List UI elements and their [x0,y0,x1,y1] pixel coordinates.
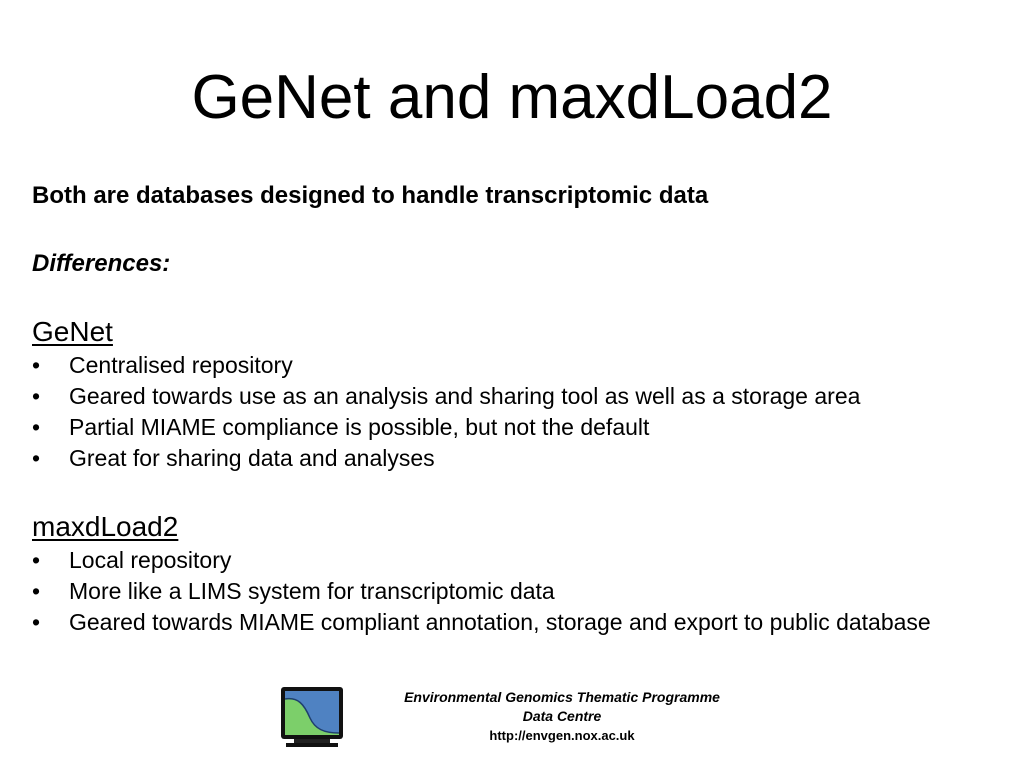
genet-heading: GeNet [32,316,113,347]
bullet-item [32,445,992,471]
bullet-item [32,383,992,409]
footer-data-centre: Data Centre [522,708,602,724]
bullet-item [32,578,992,604]
slide-title: GeNet and maxdLoad2 [191,63,833,132]
bullet-item [32,609,992,635]
footer-url: http://envgen.nox.ac.uk [489,728,635,743]
bullet-item [32,352,992,378]
genet-section [32,312,992,476]
bullet-text: Great for sharing data and analyses [69,445,435,471]
bullet-text: More like a LIMS system for transcriptomic data [69,578,555,604]
bullet-dot: • [32,414,41,440]
genet-bullet-list [32,352,992,471]
bullet-dot: • [32,547,41,573]
bullet-text: Partial MIAME compliance is possible, but not the default [69,414,650,440]
monitor-neck [294,739,330,743]
bullet-dot: • [32,578,41,604]
bullet-dot: • [32,609,41,635]
bullet-dot: • [32,383,41,409]
monitor-logo-icon [280,686,344,748]
bullet-dot: • [32,445,41,471]
intro-text: Both are databases designed to handle transcriptomic data [32,182,709,209]
differences-label: Differences: [32,250,171,277]
maxdload2-heading: maxdLoad2 [32,511,179,542]
footer-text [372,688,752,745]
footer-programme: Environmental Genomics Thematic Programme [404,689,720,705]
maxdload2-section [32,507,992,640]
bullet-item [32,547,992,573]
footer [280,686,840,750]
monitor-stand [286,743,338,747]
bullet-dot: • [32,352,41,378]
bullet-text: Geared towards MIAME compliant annotation, storage and export to public database [69,609,931,635]
bullet-text: Centralised repository [69,352,293,378]
bullet-text: Local repository [69,547,232,573]
bullet-item [32,414,992,440]
maxdload2-bullet-list [32,547,992,635]
bullet-text: Geared towards use as an analysis and sharing tool as well as a storage area [69,383,861,409]
